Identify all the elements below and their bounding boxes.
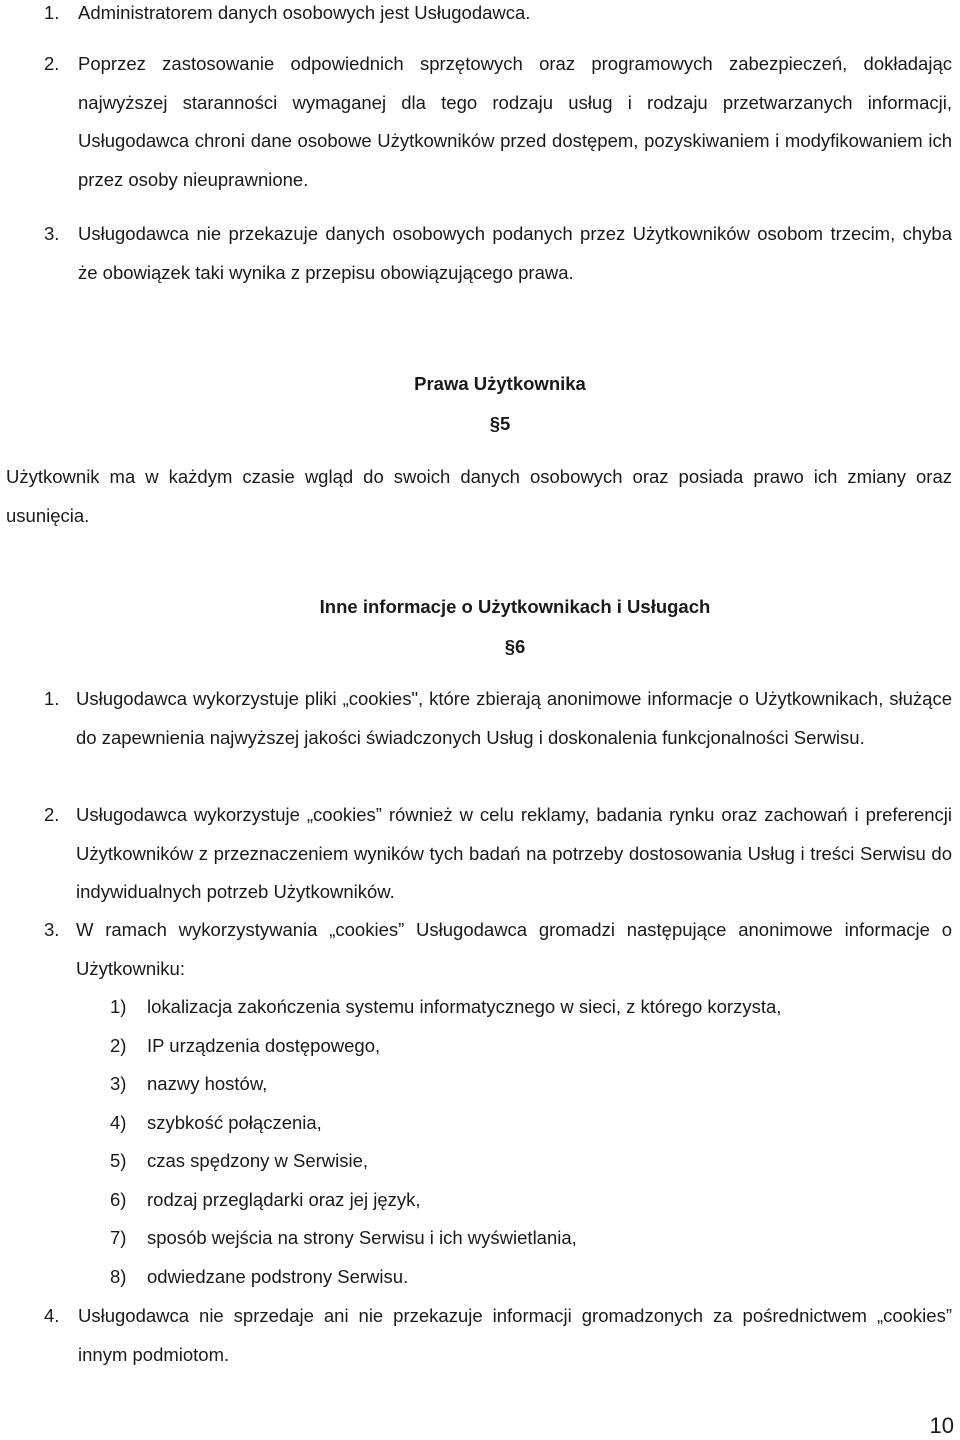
item-text: Usługodawca nie przekazuje danych osobowych podanych przez Użytkowników osobom trzecim, chyba że obowiązek taki wynika z przepisu obowiązującego prawa.: [78, 223, 952, 283]
section-title: Prawa Użytkownika: [414, 373, 586, 394]
sub-list-item: [110, 1142, 368, 1181]
list-item: [44, 1297, 952, 1374]
sub-item-text: sposób wejścia na strony Serwisu i ich wyświetlania,: [147, 1227, 577, 1248]
sub-item-number: 4): [110, 1112, 127, 1133]
list-item: [44, 0, 952, 33]
sub-list-item: [110, 1104, 322, 1143]
sub-item-number: 1): [110, 996, 127, 1017]
item-number: 1.: [44, 2, 60, 23]
list-item: [44, 215, 952, 292]
sub-item-text: szybkość połączenia,: [147, 1112, 322, 1133]
sub-list-item: [110, 988, 781, 1027]
paragraph-sign: §5: [489, 413, 511, 434]
item-number: 2.: [44, 804, 60, 825]
item-number: 2.: [44, 53, 60, 74]
list-item: [44, 45, 952, 199]
sub-item-number: 3): [110, 1073, 127, 1094]
sub-list-item: [110, 1065, 267, 1104]
list-item: [44, 796, 952, 912]
sub-item-number: 7): [110, 1227, 127, 1248]
item-number: 4.: [44, 1305, 60, 1326]
list-item: [44, 911, 952, 988]
item-number: 3.: [44, 919, 60, 940]
sub-list-item: [110, 1258, 408, 1297]
sub-list-item: [110, 1181, 421, 1220]
sub-item-text: nazwy hostów,: [147, 1073, 268, 1094]
item-text: Administratorem danych osobowych jest Usługodawca.: [78, 2, 531, 23]
sub-list-item: [110, 1027, 380, 1066]
paragraph-sign: §6: [504, 636, 526, 657]
item-text: Poprzez zastosowanie odpowiednich sprzętowych oraz programowych zabezpieczeń, dokładając najwyższej staranności wymaganej dla tego rodzaju usług i rodzaju przetwarzanych informacji, Usługodawca chroni dane osobowe Użytkowników przed dostępem, pozyskiwaniem i modyfikowaniem ich przez osoby nieuprawnione.: [78, 53, 952, 190]
sub-item-number: 5): [110, 1150, 127, 1171]
sub-item-text: czas spędzony w Serwisie,: [147, 1150, 369, 1171]
sub-item-text: IP urządzenia dostępowego,: [147, 1035, 381, 1056]
item-text: W ramach wykorzystywania „cookies” Usługodawca gromadzi następujące anonimowe informacje o Użytkowniku:: [76, 919, 952, 979]
list-item: [44, 680, 952, 757]
section-title: Inne informacje o Użytkownikach i Usługach: [319, 596, 711, 617]
item-text: Usługodawca wykorzystuje „cookies” również w celu reklamy, badania rynku oraz zachowań i preferencji Użytkowników z przeznaczeniem wyników tych badań na potrzeby dostosowania Usług i treści Serwisu do indywidualnych potrzeb Użytkowników.: [76, 804, 952, 902]
section-paragraph: Użytkownik ma w każdym czasie wgląd do swoich danych osobowych oraz posiada prawo ich zmiany oraz usunięcia.: [6, 466, 952, 526]
item-number: 1.: [44, 688, 60, 709]
sub-item-number: 8): [110, 1266, 127, 1287]
item-number: 3.: [44, 223, 60, 244]
page-number: 10: [929, 1413, 954, 1438]
item-text: Usługodawca nie sprzedaje ani nie przekazuje informacji gromadzonych za pośrednictwem „cookies” innym podmiotom.: [78, 1305, 952, 1365]
sub-list-item: [110, 1219, 577, 1258]
item-text: Usługodawca wykorzystuje pliki „cookies", które zbierają anonimowe informacje o Użytkownikach, służące do zapewnienia najwyższej jakości świadczonych Usług i doskonalenia funkcjonalności Serwisu.: [76, 688, 952, 748]
sub-item-number: 6): [110, 1189, 127, 1210]
sub-item-text: rodzaj przeglądarki oraz jej język,: [147, 1189, 421, 1210]
sub-item-text: lokalizacja zakończenia systemu informatycznego w sieci, z którego korzysta,: [147, 996, 782, 1017]
sub-item-number: 2): [110, 1035, 127, 1056]
sub-item-text: odwiedzane podstrony Serwisu.: [147, 1266, 409, 1287]
